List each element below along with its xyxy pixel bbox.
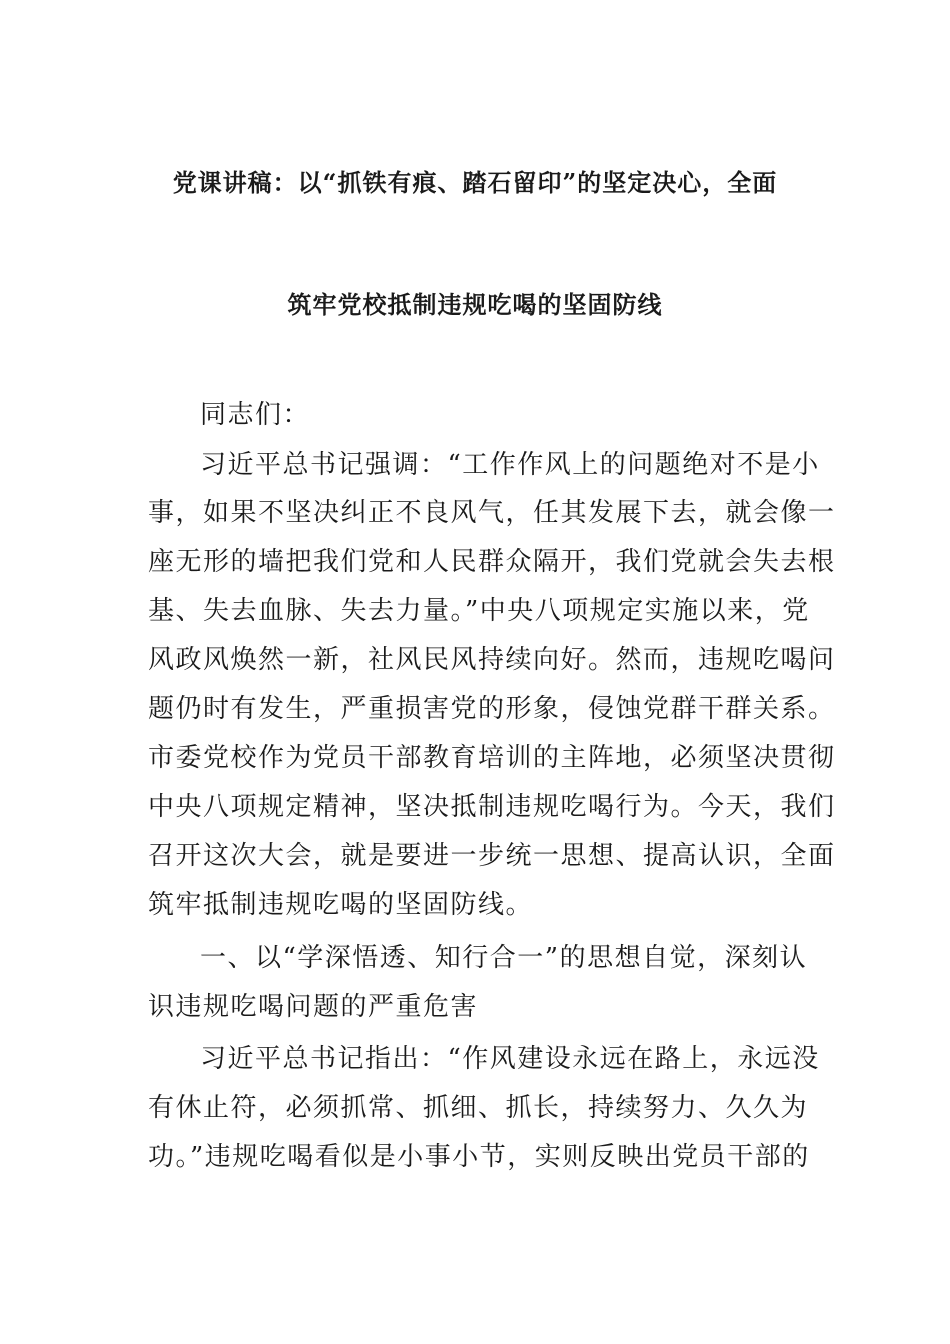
paragraph-line: 召开这次大会，就是要进一步统一思想、提高认识，全面 <box>148 841 836 871</box>
paragraph-line: 中央八项规定精神，坚决抵制违规吃喝行为。今天，我们 <box>148 792 836 822</box>
paragraph-line: 题仍时有发生，严重损害党的形象，侵蚀党群干群关系。 <box>148 694 836 724</box>
section-heading-line: 一、以“学深悟透、知行合一”的思想自觉，深刻认 <box>200 943 808 973</box>
paragraph-line: 有休止符，必须抓常、抓细、抓长，持续努力、久久为 <box>148 1093 809 1123</box>
paragraph-line: 风政风焕然一新，社风民风持续向好。然而，违规吃喝问 <box>148 645 836 675</box>
paragraph-line: 基、失去血脉、失去力量。”中央八项规定实施以来，党 <box>148 596 810 626</box>
salutation: 同志们： <box>200 400 311 430</box>
document-title-line-2: 筑牢党校抵制违规吃喝的坚固防线 <box>287 290 663 319</box>
paragraph-line: 事，如果不坚决纠正不良风气，任其发展下去，就会像一 <box>148 498 836 528</box>
paragraph-line: 市委党校作为党员干部教育培训的主阵地，必须坚决贯彻 <box>148 743 836 773</box>
document-title-line-1: 党课讲稿：以“抓铁有痕、踏石留印”的坚定决心，全面 <box>172 168 778 197</box>
paragraph-line: 功。”违规吃喝看似是小事小节，实则反映出党员干部的 <box>148 1142 810 1172</box>
paragraph-line: 习近平总书记强调：“工作作风上的问题绝对不是小 <box>200 450 820 480</box>
section-heading-line: 识违规吃喝问题的严重危害 <box>148 992 479 1022</box>
paragraph-line: 座无形的墙把我们党和人民群众隔开，我们党就会失去根 <box>148 547 836 577</box>
paragraph-line: 筑牢抵制违规吃喝的坚固防线。 <box>148 890 534 920</box>
paragraph-line: 习近平总书记指出：“作风建设永远在路上，永远没 <box>200 1044 820 1074</box>
